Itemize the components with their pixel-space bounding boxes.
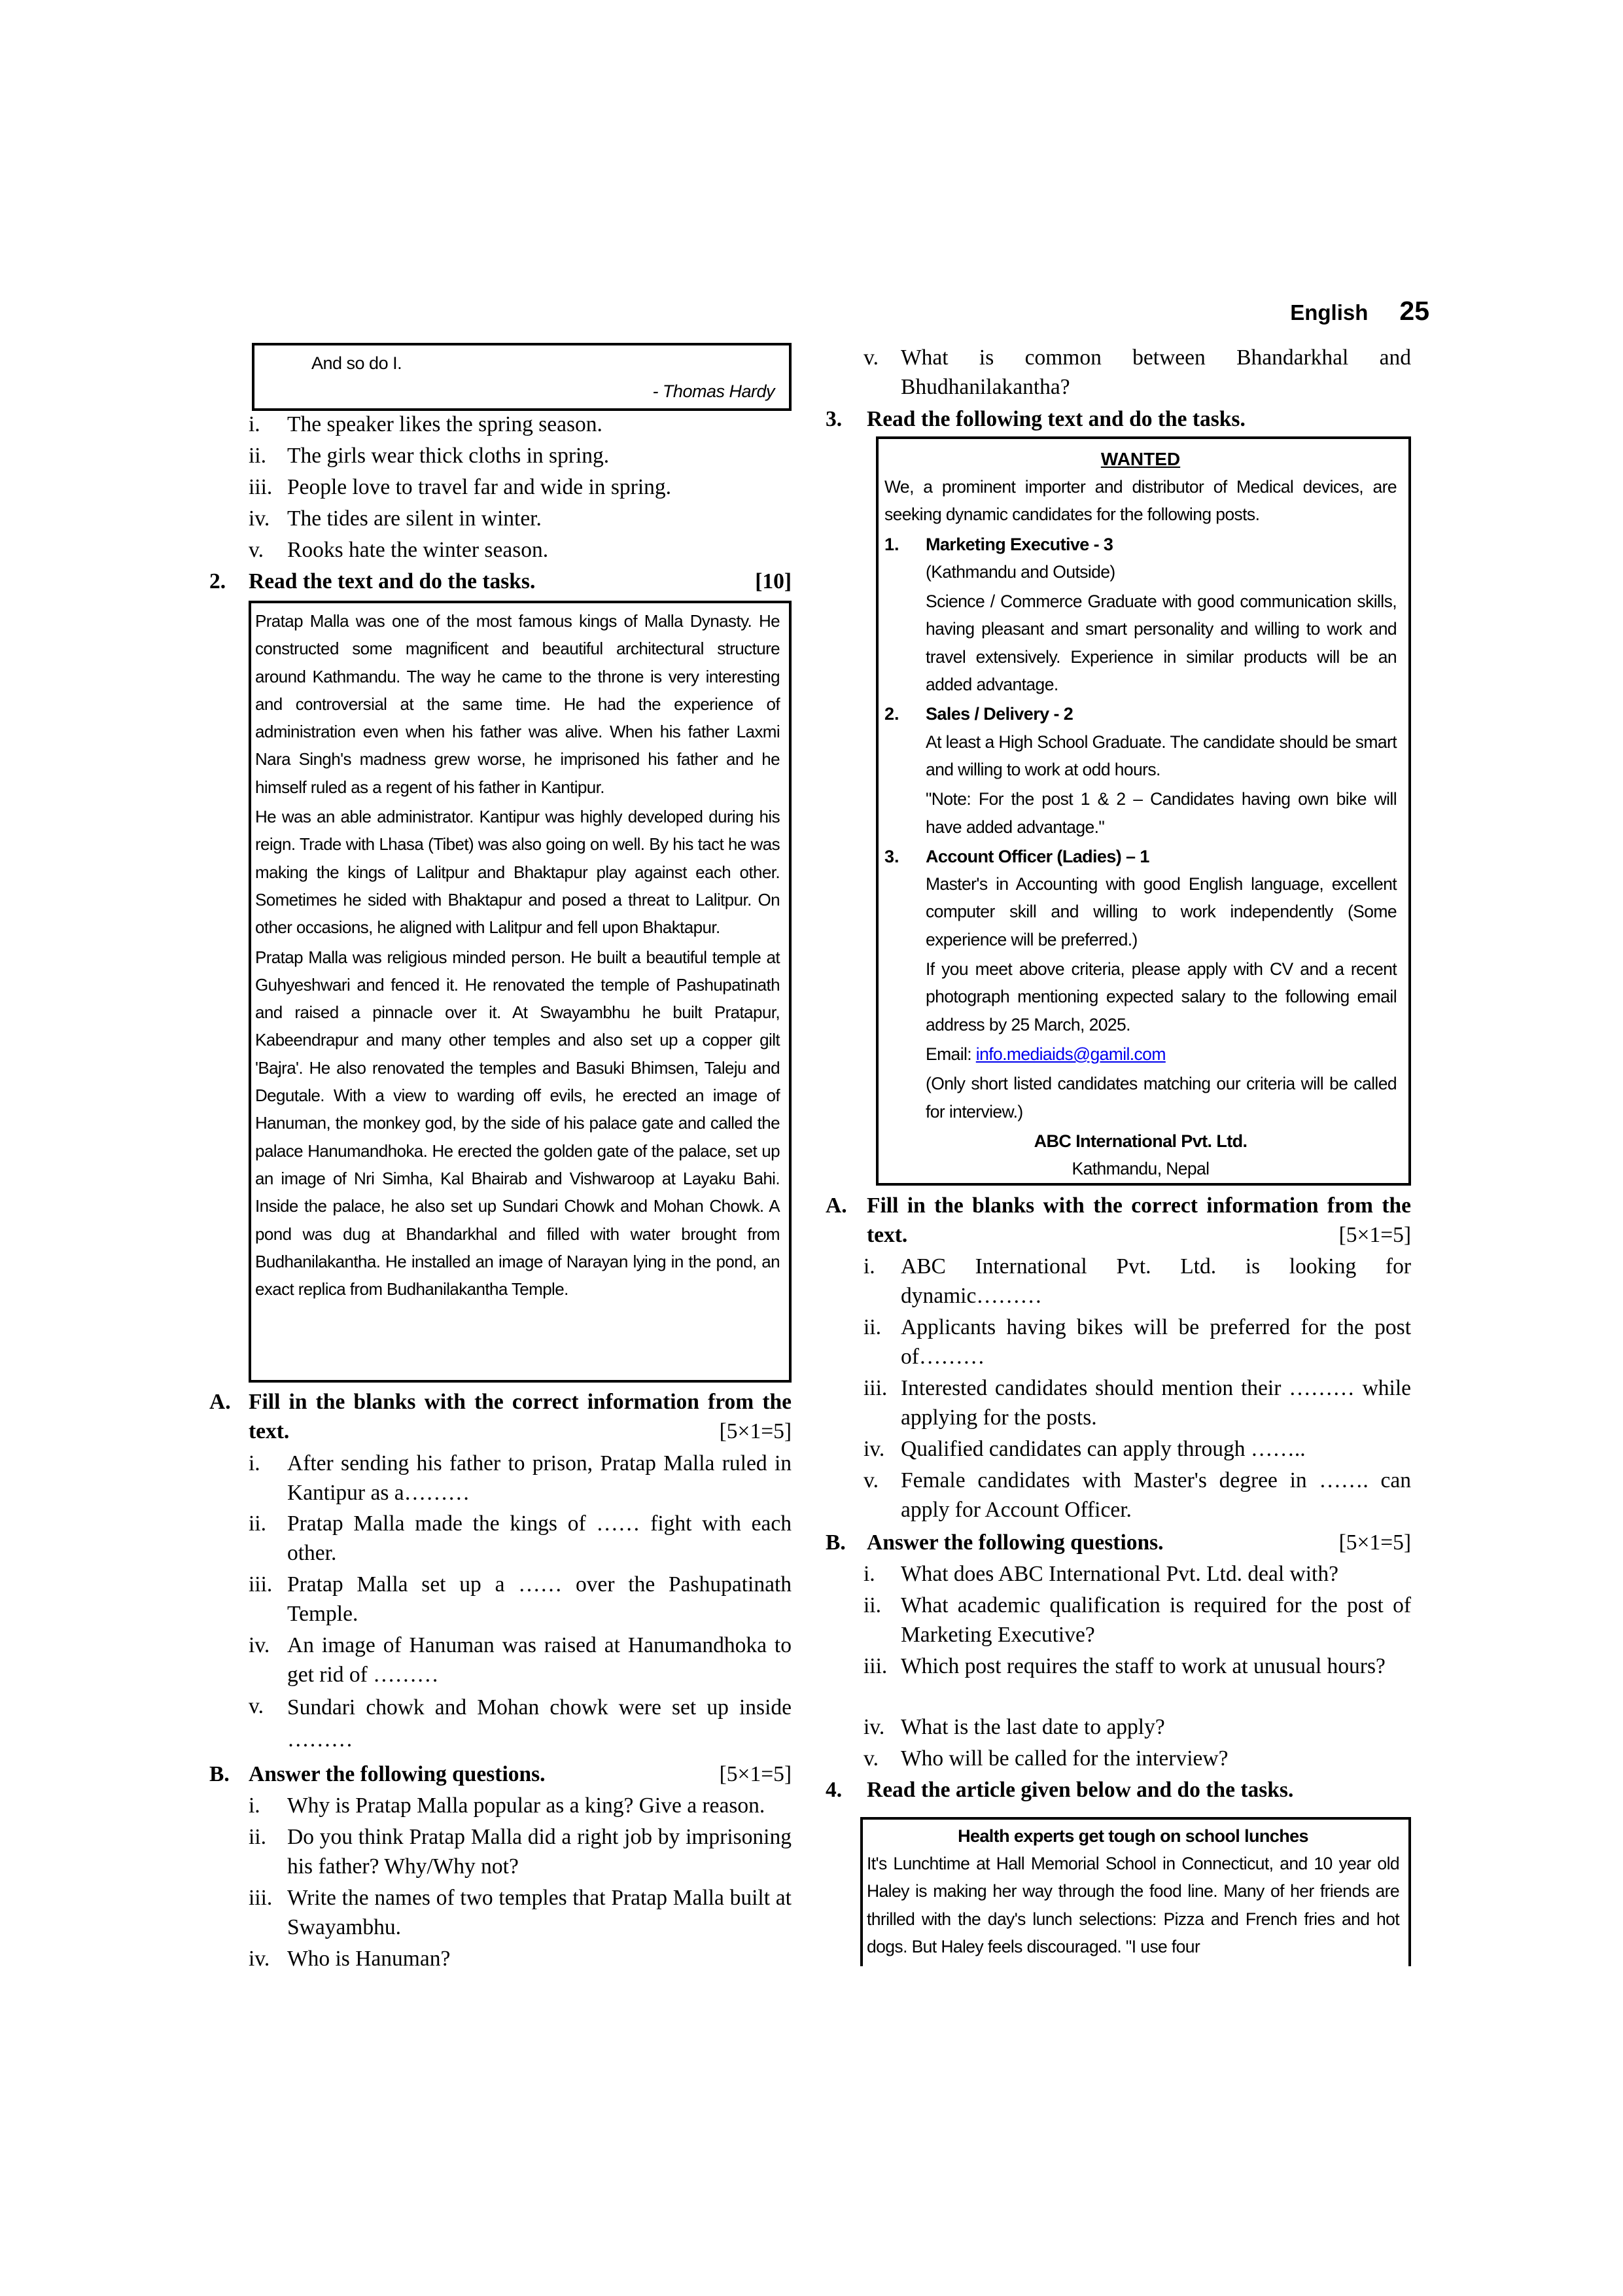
question-number: 3. [826, 407, 843, 431]
question-item [864, 1651, 1411, 1681]
item-text: What is common between Bhandarkhal and Bhudhanilakantha? [901, 345, 1411, 399]
item-number: iii. [249, 1886, 273, 1910]
article-text: It's Lunchtime at Hall Memorial School in Connecticut, and 10 year old Haley is making her way through the food line. Many of her friends are thrilled with the day's lunch selections: Pizza and French fries and hot dogs. But Haley feels discouraged. "I use four [867, 1854, 1399, 1956]
statement-item [249, 504, 792, 533]
post-description: At least a High School Graduate. The candidate should be smart and willing to work at odd hours. [926, 732, 1397, 779]
passage-paragraph: Pratap Malla was religious minded person. He built a beautiful temple at Guhyeshwari and fenced it. He renovated the temple of Pashupatinath and raised a pinnacle over it. At Swayambhu he built Pratapur, Kabeendrapur and many other temples and also set up a copper gilt 'Bajra'. He also renovated the temples and Basuki Bhimsen, Taleju and Degutale. With a view to warding off evils, he erected an image of Hanuman, the monkey god, by the side of his palace gate and called the palace Hanumandhoka. He erected the golden gate of the palace, set up an image of Nri Simha, Kal Bhairab and Vishwaroop at Layaku Bahi. Inside the palace, he also set up Sundari Chowk and Mohan Chowk. A pond was dug at Bhandarkhal and filled with water brought from Budhanilakantha. He installed an image of Narayan lying in the pond, an exact replica from Budhanilakantha Temple. [255, 947, 780, 1299]
item-number: i. [864, 1562, 875, 1586]
question-item [864, 1712, 1411, 1742]
post-note: "Note: For the post 1 & 2 – Candidates having own bike will have added advantage." [926, 789, 1397, 837]
item-number: v. [249, 1694, 264, 1718]
item-text: The speaker likes the spring season. [287, 412, 602, 436]
item-text: Which post requires the staff to work at unusual hours? [901, 1654, 1386, 1678]
email-label: Email: [926, 1044, 976, 1064]
item-text: Rooks hate the winter season. [287, 538, 549, 562]
item-number: v. [864, 1746, 879, 1771]
post-title: Sales / Delivery - 2 [926, 704, 1073, 724]
question-item [864, 1744, 1411, 1773]
header-subject: English [1290, 300, 1369, 325]
application-instructions: If you meet above criteria, please apply with CV and a recent photograph mentioning expected salary to the following email address by 25 March, 2025. [926, 959, 1397, 1034]
item-text: What is the last date to apply? [901, 1715, 1165, 1739]
item-text: Interested candidates should mention their ……… while applying for the posts. [901, 1376, 1411, 1430]
section-instruction: Answer the following questions. [249, 1762, 546, 1786]
article-title: Health experts get tough on school lunches [958, 1826, 1308, 1846]
section-instruction: Answer the following questions. [867, 1530, 1164, 1555]
item-text: Who is Hanuman? [287, 1947, 451, 1971]
question-instruction: Read the text and do the tasks. [249, 569, 536, 593]
statement-item [249, 441, 792, 470]
poem-author: - Thomas Hardy [652, 381, 775, 401]
question-3-heading [826, 404, 1411, 434]
item-number: iv. [249, 1947, 270, 1971]
section-a-heading [209, 1387, 792, 1446]
section-label: B. [209, 1762, 230, 1786]
statement-item [249, 472, 792, 502]
question-item [249, 1944, 792, 1973]
item-text: Who will be called for the interview? [901, 1746, 1229, 1771]
item-number: i. [249, 1793, 260, 1818]
section-a-heading [826, 1191, 1411, 1250]
item-number: ii. [249, 1511, 266, 1536]
fill-blank-item [864, 1313, 1411, 1371]
fill-blank-item [249, 1691, 792, 1756]
email-link[interactable]: info.mediaids@gamil.com [975, 1044, 1166, 1064]
item-number: iii. [864, 1654, 888, 1678]
post-number: 2. [884, 704, 899, 724]
item-text: Why is Pratap Malla popular as a king? Give a reason. [287, 1793, 765, 1818]
fill-blank-item [249, 1570, 792, 1629]
item-number: iii. [249, 475, 273, 499]
item-text: Pratap Malla set up a …… over the Pashupatinath Temple. [287, 1572, 792, 1626]
section-marks: [5×1=5] [1338, 1223, 1411, 1247]
question-item [864, 1591, 1411, 1650]
item-number: iii. [864, 1376, 888, 1400]
fill-blank-item [249, 1509, 792, 1568]
shortlist-note: (Only short listed candidates matching our criteria will be called for interview.) [926, 1074, 1397, 1122]
item-text: Write the names of two temples that Pratap Malla built at Swayambhu. [287, 1886, 792, 1939]
section-instruction: Fill in the blanks with the correct information from the text. [867, 1193, 1411, 1247]
section-marks: [5×1=5] [1338, 1530, 1411, 1555]
fill-blank-item [864, 1373, 1411, 1432]
item-number: ii. [864, 1315, 881, 1339]
post-title: Marketing Executive - 3 [926, 534, 1113, 554]
item-number: ii. [249, 444, 266, 468]
item-text: Female candidates with Master's degree in ……. can apply for Account Officer. [901, 1468, 1411, 1522]
item-number: ii. [249, 1825, 266, 1849]
item-text: An image of Hanuman was raised at Hanumandhoka to get rid of ……… [287, 1633, 792, 1687]
post-number: 1. [884, 534, 899, 554]
item-number: i. [864, 1254, 875, 1279]
post-description: (Kathmandu and Outside) [926, 561, 1115, 582]
section-b-heading [826, 1528, 1411, 1557]
item-number: iv. [249, 506, 270, 531]
item-number: ii. [864, 1593, 881, 1617]
fill-blank-item [864, 1434, 1411, 1464]
item-text: After sending his father to prison, Pratap Malla ruled in Kantipur as a……… [287, 1451, 792, 1505]
advert-post [884, 843, 1397, 1125]
advert-title: WANTED [1100, 449, 1181, 469]
question-item [864, 343, 1411, 402]
question-marks: [10] [755, 569, 792, 593]
passage-paragraph: He was an able administrator. Kantipur was highly developed during his reign. Trade with Lhasa (Tibet) was also going on well. By his tact he was making the kings of Lalitpur and Bhaktapur play against each other. Sometimes he sided with Bhaktapur and posed a threat to Lalitpur. On other occasions, he aligned with Lalitpur and fell upon Bhaktapur. [255, 807, 780, 938]
fill-blank-item [864, 1466, 1411, 1525]
poem-excerpt-box [252, 343, 792, 411]
item-text: Sundari chowk and Mohan chowk were set up inside ……… [287, 1695, 792, 1752]
item-number: v. [249, 538, 264, 562]
fill-blank-item [249, 1631, 792, 1689]
section-label: A. [826, 1193, 847, 1218]
advert-post [884, 531, 1397, 699]
post-title: Account Officer (Ladies) – 1 [926, 846, 1149, 866]
item-text: Pratap Malla made the kings of …… fight with each other. [287, 1511, 792, 1565]
item-number: v. [864, 1468, 879, 1492]
question-2-heading [209, 567, 792, 596]
section-instruction: Fill in the blanks with the correct information from the text. [249, 1390, 792, 1443]
page-header [1178, 296, 1429, 335]
question-item [864, 1559, 1411, 1589]
passage-box [249, 601, 792, 1383]
question-item [249, 1822, 792, 1881]
question-item [249, 1791, 792, 1820]
section-marks: [5×1=5] [719, 1762, 792, 1786]
item-text: What academic qualification is required for the post of Marketing Executive? [901, 1593, 1411, 1647]
item-number: iii. [249, 1572, 273, 1597]
section-marks: [5×1=5] [719, 1419, 792, 1443]
section-b-heading [209, 1759, 792, 1789]
post-description: Master's in Accounting with good English language, excellent computer skill and willing to work independently (Some experience will be preferred.) [926, 874, 1397, 949]
article-box [860, 1817, 1411, 1966]
item-text: The girls wear thick cloths in spring. [287, 444, 610, 468]
fill-blank-item [864, 1252, 1411, 1311]
section-label: B. [826, 1530, 846, 1555]
item-text: People love to travel far and wide in spring. [287, 475, 672, 499]
item-number: i. [249, 412, 260, 436]
post-description: Science / Commerce Graduate with good communication skills, having pleasant and smart personality and willing to work and travel extensively. Experience in similar products will be an added advantage. [926, 592, 1397, 695]
question-item [249, 1883, 792, 1942]
item-number: iv. [864, 1715, 885, 1739]
item-text: Qualified candidates can apply through …….. [901, 1437, 1306, 1461]
item-number: iv. [249, 1633, 270, 1657]
company-name: ABC International Pvt. Ltd. [1034, 1131, 1248, 1151]
post-number: 3. [884, 846, 899, 866]
advert-intro: We, a prominent importer and distributor of Medical devices, are seeking dynamic candidates for the following posts. [884, 477, 1397, 525]
item-number: i. [249, 1451, 260, 1475]
item-text: What does ABC International Pvt. Ltd. deal with? [901, 1562, 1338, 1586]
fill-blank-item [249, 1449, 792, 1508]
item-text: The tides are silent in winter. [287, 506, 542, 531]
question-number: 2. [209, 569, 226, 593]
section-label: A. [209, 1390, 231, 1414]
item-text: Do you think Pratap Malla did a right job by imprisoning his father? Why/Why not? [287, 1825, 792, 1879]
question-number: 4. [826, 1778, 843, 1802]
poem-line: And so do I. [311, 353, 402, 373]
statement-item [249, 535, 792, 565]
job-advert-box [876, 436, 1411, 1186]
item-number: v. [864, 345, 879, 370]
email-line [926, 1040, 1397, 1068]
passage-paragraph: Pratap Malla was one of the most famous kings of Malla Dynasty. He constructed some magnificent and beautiful architectural structure around Kathmandu. The way he came to the throne is very interesting and controversial at the same time. He had the experience of administration even when his father was alive. When his father Laxmi Nara Singh's madness grew worse, he imprisoned his father and he himself ruled as a regent of his father in Kantipur. [255, 611, 780, 797]
company-location: Kathmandu, Nepal [1072, 1159, 1210, 1179]
item-text: ABC International Pvt. Ltd. is looking for dynamic……… [901, 1254, 1411, 1308]
question-instruction: Read the following text and do the tasks. [867, 407, 1246, 431]
item-number: iv. [864, 1437, 885, 1461]
page-number: 25 [1399, 296, 1429, 326]
question-4-heading [826, 1775, 1411, 1805]
statement-item [249, 410, 792, 439]
advert-post [884, 700, 1397, 840]
question-instruction: Read the article given below and do the tasks. [867, 1778, 1294, 1802]
item-text: Applicants having bikes will be preferred for the post of……… [901, 1315, 1411, 1369]
